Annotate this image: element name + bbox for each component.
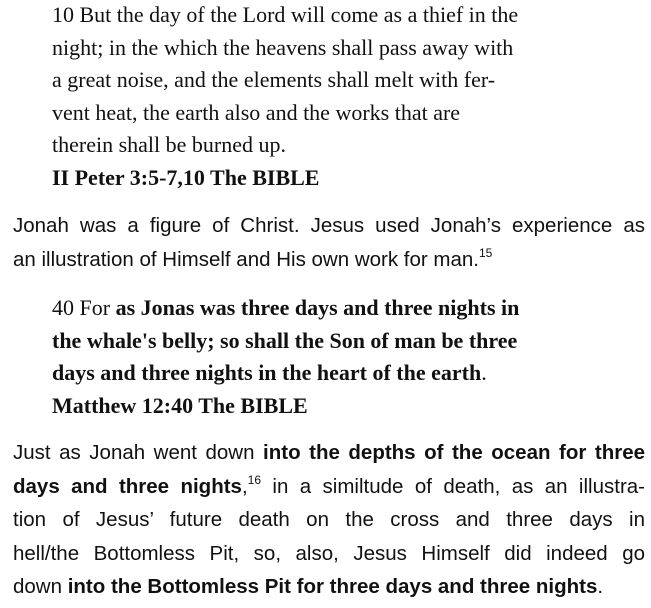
- emphasized-text: as Jonas was three days and three nights in: [115, 295, 520, 320]
- quote-line: [52, 357, 612, 390]
- quote-line: a great noise, and the elements shall melt with fer-: [52, 67, 496, 92]
- quote-line: 10 But the day of the Lord will come as a thief in the: [52, 2, 519, 27]
- quote-line: vent heat, the earth also and the works that are: [52, 99, 461, 125]
- scripture-quote-peter: [52, 0, 612, 194]
- period: .: [481, 360, 487, 385]
- paragraph-line: [13, 470, 645, 504]
- paragraph-text: Just as Jonah went down: [13, 441, 264, 464]
- footnote-marker: 16: [247, 472, 262, 487]
- emphasized-text: into the depths of the ocean for three: [263, 441, 646, 464]
- emphasized-text: days and three nights in the heart of the earth: [52, 360, 482, 385]
- quote-line: night; in the which the heavens shall pass away with: [52, 34, 514, 60]
- paragraph-line: tion of Jesus’ future death on the cross and three days in: [13, 508, 645, 531]
- scripture-quote-matthew: [52, 292, 612, 422]
- quote-line: therein shall be burned up.: [52, 132, 286, 157]
- paragraph-line: [13, 243, 645, 277]
- footnote-marker: 15: [479, 245, 493, 260]
- paragraph-line: hell/the Bottomless Pit, so, also, Jesus Himself did indeed go: [13, 541, 645, 565]
- emphasized-text: days and three nights: [13, 474, 242, 498]
- quote-line: the whale's belly; so shall the Son of man be three: [52, 327, 518, 353]
- paragraph-line: [13, 436, 645, 470]
- emphasized-text: into the Bottomless Pit for three days and three nights: [67, 575, 598, 598]
- verse-number: 40 For: [52, 295, 116, 320]
- paragraph-text: an illustration of Himself and His own work for man.: [13, 247, 479, 271]
- paragraph-line: Jonah was a figure of Christ. Jesus used Jonah’s experience as: [13, 214, 645, 237]
- paragraph-text: down: [13, 575, 68, 598]
- commentary-paragraph-1: [13, 209, 645, 276]
- paragraph-line: [13, 570, 645, 604]
- commentary-paragraph-2: [13, 436, 645, 604]
- scripture-reference: II Peter 3:5-7,10 The BIBLE: [52, 164, 320, 190]
- quote-line: [52, 292, 612, 325]
- comma: ,: [241, 474, 248, 498]
- scripture-reference: Matthew 12:40 The BIBLE: [52, 392, 308, 418]
- paragraph-text: in a similtude of death, as an illustra-: [261, 474, 645, 498]
- period: .: [597, 575, 604, 598]
